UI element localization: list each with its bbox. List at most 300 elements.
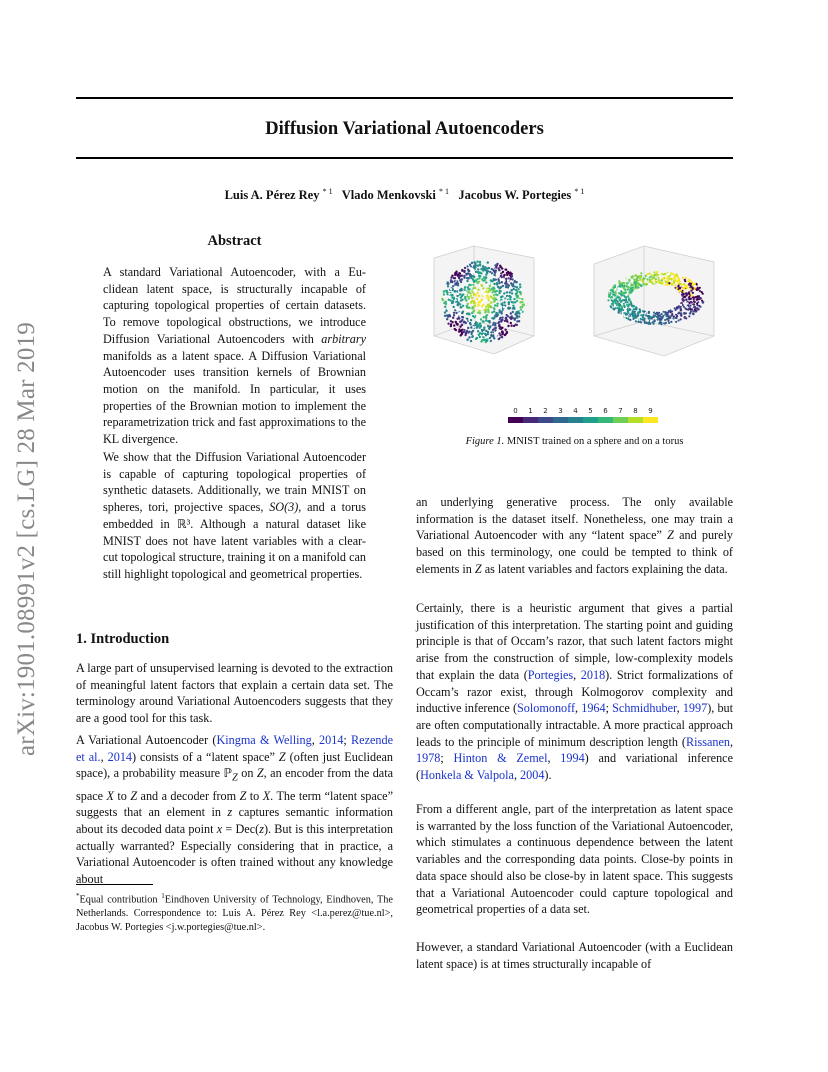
- sphere-point: [519, 296, 521, 298]
- sphere-point: [491, 274, 493, 276]
- sphere-point: [497, 276, 499, 278]
- body-text: ,: [547, 751, 561, 766]
- sphere-point: [511, 278, 513, 280]
- torus-point: [626, 285, 628, 287]
- torus-point: [682, 277, 684, 279]
- torus-point: [697, 287, 699, 289]
- torus-point: [623, 305, 625, 307]
- sphere-point: [468, 336, 470, 338]
- torus-point: [643, 318, 645, 320]
- citation-link[interactable]: Honkela & Valpola: [420, 768, 514, 783]
- sphere-point: [510, 312, 512, 314]
- torus-point: [623, 294, 625, 296]
- abstract-emphasis: arbitrary: [321, 331, 366, 346]
- sphere-point: [498, 269, 500, 271]
- sphere-point: [464, 327, 466, 329]
- sphere-point: [508, 284, 510, 286]
- sphere-point: [509, 274, 511, 276]
- footnote: [76, 890, 393, 935]
- torus-point: [639, 276, 641, 278]
- sphere-point: [485, 277, 487, 279]
- math-symbol: Z: [130, 788, 138, 803]
- sphere-point: [490, 282, 492, 284]
- sphere-point: [477, 271, 479, 273]
- abstract-text: , and a torus embedded in: [103, 500, 366, 531]
- sphere-point: [480, 318, 482, 320]
- torus-point: [648, 317, 650, 319]
- sphere-point: [491, 314, 493, 316]
- sphere-point: [505, 282, 507, 284]
- sphere-point: [516, 324, 518, 326]
- torus-point: [662, 282, 664, 284]
- torus-point: [649, 283, 651, 285]
- sphere-point: [485, 274, 487, 276]
- sphere-point: [466, 330, 468, 332]
- sphere-point: [509, 307, 511, 309]
- torus-point: [669, 309, 671, 311]
- torus-point: [625, 307, 627, 309]
- body-text: ,: [575, 701, 582, 716]
- body-text: , an encoder from the data space: [76, 766, 393, 803]
- torus-point: [687, 293, 689, 295]
- sphere-point: [477, 312, 479, 314]
- sphere-point: [477, 289, 479, 291]
- sphere-point: [475, 338, 477, 340]
- sphere-point: [478, 301, 480, 303]
- sphere-point: [471, 291, 473, 293]
- citation-link[interactable]: Solomonoff: [517, 701, 576, 716]
- sphere-point: [477, 320, 479, 322]
- sphere-point: [485, 341, 487, 343]
- citation-link[interactable]: 2018: [580, 667, 606, 682]
- torus-point: [699, 290, 701, 292]
- torus-point: [639, 281, 641, 283]
- torus-point: [637, 312, 639, 314]
- sphere-point: [515, 293, 517, 295]
- sphere-point: [516, 300, 518, 302]
- torus-point: [683, 291, 685, 293]
- sphere-point: [499, 265, 501, 267]
- sphere-point: [489, 264, 491, 266]
- sphere-point: [454, 328, 456, 330]
- citation-link[interactable]: Schmidhuber: [612, 701, 677, 716]
- sphere-point: [471, 285, 473, 287]
- sphere-point: [447, 285, 449, 287]
- torus-point: [615, 288, 617, 290]
- sphere-point: [485, 281, 487, 283]
- body-text: Certainly, there is a heuristic argument that gives a partial justification of this interpretation. The starting point and guiding principle is that of Occam’s razor, that such latent factors might arise from the construction of simple, low-complexity models that explain the data (: [416, 601, 733, 682]
- abstract-paragraph-2: [103, 449, 366, 583]
- sphere-point: [468, 288, 470, 290]
- sphere-point: [519, 286, 521, 288]
- torus-point: [671, 278, 673, 280]
- sphere-point: [461, 312, 463, 314]
- torus-point: [684, 279, 686, 281]
- torus-point: [684, 286, 686, 288]
- body-text: ;: [440, 751, 454, 766]
- torus-point: [649, 276, 651, 278]
- sphere-point: [476, 261, 478, 263]
- body-text: ). Strict formalizations of Occam’s razor exist, through Kolmogorov complexity and inductive inference (: [416, 667, 733, 716]
- torus-point: [690, 283, 692, 285]
- colorbar-swatch: [598, 417, 613, 423]
- body-text: as latent variables and factors explaining the data.: [481, 561, 728, 576]
- torus-point: [665, 284, 667, 286]
- torus-point: [620, 292, 622, 294]
- colorbar-tick-label: 4: [573, 407, 578, 415]
- torus-point: [646, 278, 648, 280]
- sphere-point: [513, 308, 515, 310]
- sphere-point: [472, 269, 474, 271]
- sphere-point: [490, 302, 492, 304]
- colorbar-swatch: [628, 417, 643, 423]
- sphere-point: [475, 290, 477, 292]
- author-affiliation-mark: * 1: [574, 187, 585, 196]
- sphere-point: [488, 328, 490, 330]
- torus-point: [642, 316, 644, 318]
- sphere-point: [460, 306, 462, 308]
- colorbar-tick-label: 7: [618, 407, 623, 415]
- sphere-point: [499, 317, 501, 319]
- torus-point: [642, 280, 644, 282]
- sphere-point: [470, 301, 472, 303]
- citation-link[interactable]: 2004: [520, 768, 545, 783]
- torus-point: [612, 291, 614, 293]
- sphere-point: [490, 331, 492, 333]
- torus-point: [611, 296, 613, 298]
- sphere-point: [473, 305, 475, 307]
- citation-link[interactable]: Portegies: [527, 667, 574, 682]
- sphere-point: [488, 293, 490, 295]
- citation-link[interactable]: 1964: [581, 701, 606, 716]
- math-symbol: ℝ³: [176, 516, 191, 531]
- citation-link[interactable]: 1994: [560, 751, 585, 766]
- torus-point: [696, 283, 698, 285]
- sphere-point: [467, 286, 469, 288]
- citation-link[interactable]: Kingma & Welling: [216, 733, 312, 747]
- colorbar-tick-label: 9: [648, 407, 653, 415]
- torus-point: [629, 313, 631, 315]
- torus-point: [670, 321, 672, 323]
- torus-point: [668, 282, 670, 284]
- torus-point: [630, 317, 632, 319]
- torus-point: [657, 274, 659, 276]
- torus-point: [691, 295, 693, 297]
- sphere-point: [454, 299, 456, 301]
- torus-point: [679, 287, 681, 289]
- colorbar-tick-label: 1: [528, 407, 533, 415]
- torus-point: [634, 308, 636, 310]
- sphere-point: [479, 275, 481, 277]
- colorbar-tick-label: 8: [633, 407, 638, 415]
- sphere-point: [477, 330, 479, 332]
- citation-link[interactable]: 1997: [682, 701, 708, 716]
- body-text: = Dec(: [222, 821, 260, 836]
- sphere-point: [449, 299, 451, 301]
- sphere-point: [443, 296, 445, 298]
- colorbar-tick-label: 2: [543, 407, 548, 415]
- sphere-point: [478, 334, 480, 336]
- sphere-point: [472, 310, 474, 312]
- torus-point: [688, 279, 690, 281]
- sphere-point: [492, 266, 494, 268]
- torus-point: [694, 301, 696, 303]
- sphere-point: [474, 264, 476, 266]
- torus-point: [689, 308, 691, 310]
- torus-point: [649, 279, 651, 281]
- sphere-point: [479, 261, 481, 263]
- sphere-point: [483, 316, 485, 318]
- sphere-point: [497, 317, 499, 319]
- sphere-point: [471, 336, 473, 338]
- sphere-point: [505, 285, 507, 287]
- torus-point: [613, 294, 615, 296]
- sphere-point: [504, 334, 506, 336]
- colorbar-swatch: [613, 417, 628, 423]
- footnote-rule: [76, 884, 153, 885]
- sphere-point: [464, 296, 466, 298]
- sphere-point: [498, 321, 500, 323]
- torus-point: [683, 296, 685, 298]
- torus-point: [661, 279, 663, 281]
- body-text: ;: [605, 701, 613, 716]
- sphere-point: [486, 295, 488, 297]
- sphere-point: [479, 323, 481, 325]
- sphere-point: [458, 330, 460, 332]
- sphere-point: [492, 329, 494, 331]
- sphere-point: [508, 301, 510, 303]
- abstract-text: We show that the Diffusion Variational Autoencoder is capable of capturing topological properties of synthetic datasets. Additionally, we train MNIST on spheres, tori, projective spaces,: [103, 450, 366, 515]
- sphere-point: [494, 304, 496, 306]
- sphere-point: [444, 306, 446, 308]
- abstract-paragraph-1: [103, 264, 366, 448]
- sphere-point: [478, 298, 480, 300]
- torus-point: [688, 280, 690, 282]
- torus-point: [615, 299, 617, 301]
- sphere-point: [493, 307, 495, 309]
- body-text: ,: [573, 667, 581, 682]
- torus-point: [694, 309, 696, 311]
- citation-link[interactable]: Rezende et al.: [76, 733, 394, 764]
- sphere-point: [516, 320, 518, 322]
- sphere-point: [484, 333, 486, 335]
- sphere-point: [497, 272, 499, 274]
- torus-point: [623, 292, 625, 294]
- sphere-point: [507, 279, 509, 281]
- colorbar-swatch: [583, 417, 598, 423]
- sphere-point: [461, 299, 463, 301]
- torus-point: [677, 312, 679, 314]
- torus-point: [644, 283, 646, 285]
- math-symbol: SO(3): [269, 500, 299, 515]
- torus-point: [690, 311, 692, 313]
- torus-point: [618, 303, 620, 305]
- sphere-point: [460, 281, 462, 283]
- sphere-point: [470, 271, 472, 273]
- sphere-point: [503, 274, 505, 276]
- body-text: and purely based on this terminology, one could be tempted to think of elements in: [416, 528, 733, 576]
- sphere-point: [489, 337, 491, 339]
- body-text: to: [246, 788, 263, 803]
- sphere-point: [453, 314, 455, 316]
- torus-point: [614, 284, 616, 286]
- sphere-point: [447, 301, 449, 303]
- sphere-point: [514, 281, 516, 283]
- sphere-point: [470, 274, 472, 276]
- sphere-point: [499, 287, 501, 289]
- sphere-point: [443, 291, 445, 293]
- body-text: captures semantic information about its decoded data point: [76, 805, 393, 836]
- torus-point: [623, 285, 625, 287]
- sphere-point: [483, 290, 485, 292]
- sphere-point: [519, 283, 521, 285]
- torus-point: [677, 275, 679, 277]
- sphere-point: [460, 330, 462, 332]
- sphere-point: [505, 317, 507, 319]
- torus-point: [636, 315, 638, 317]
- torus-point: [671, 282, 673, 284]
- torus-point: [676, 287, 678, 289]
- torus-point: [668, 322, 670, 324]
- torus-point: [628, 283, 630, 285]
- sphere-point: [499, 334, 501, 336]
- torus-point: [621, 294, 623, 296]
- torus-point: [624, 315, 626, 317]
- torus-point: [693, 306, 695, 308]
- torus-point: [631, 280, 633, 282]
- torus-point: [618, 298, 620, 300]
- math-symbol: z: [259, 821, 264, 836]
- author-name: Vlado Menkovski: [341, 188, 436, 203]
- torus-point: [651, 274, 653, 276]
- sphere-point: [451, 301, 453, 303]
- sphere-point: [465, 273, 467, 275]
- torus-point: [663, 313, 665, 315]
- sphere-point: [482, 320, 484, 322]
- sphere-point: [481, 278, 483, 280]
- sphere-point: [499, 309, 501, 311]
- torus-point: [626, 315, 628, 317]
- torus-point: [623, 303, 625, 305]
- sphere-point: [503, 301, 505, 303]
- sphere-point: [476, 327, 478, 329]
- torus-point: [674, 274, 676, 276]
- title-top-rule: [76, 97, 733, 99]
- sphere-point: [446, 283, 448, 285]
- sphere-point: [448, 293, 450, 295]
- sphere-point: [477, 268, 479, 270]
- sphere-point: [462, 305, 464, 307]
- colorbar-legend: [508, 407, 658, 423]
- torus-point: [667, 276, 669, 278]
- torus-point: [697, 301, 699, 303]
- sphere-point: [469, 322, 471, 324]
- torus-point: [628, 297, 630, 299]
- sphere-point: [466, 280, 468, 282]
- sphere-point: [496, 294, 498, 296]
- torus-point: [675, 312, 677, 314]
- sphere-point: [509, 291, 511, 293]
- sphere-point: [463, 271, 465, 273]
- torus-point: [615, 301, 617, 303]
- citation-link[interactable]: Hinton & Zemel: [453, 751, 548, 766]
- author-affiliation-mark: * 1: [439, 187, 450, 196]
- sphere-point: [499, 290, 501, 292]
- col2-paragraph-4: However, a standard Variational Autoencoder (with a Euclidean latent space) is at times structurally incapable of: [416, 940, 733, 971]
- sphere-point: [498, 282, 500, 284]
- torus-point: [608, 294, 610, 296]
- torus-point: [681, 284, 683, 286]
- torus-point: [680, 314, 682, 316]
- author-name: Jacobus W. Portegies: [458, 188, 572, 203]
- torus-point: [634, 281, 636, 283]
- torus-point: [639, 279, 641, 281]
- sphere-point: [454, 277, 456, 279]
- sphere-point: [498, 324, 500, 326]
- body-text: . The term “latent space” suggests that an element in: [76, 788, 393, 820]
- torus-point: [683, 293, 685, 295]
- citation-link[interactable]: 2014: [319, 733, 344, 747]
- torus-point: [624, 278, 626, 280]
- torus-point: [692, 313, 694, 315]
- sphere-point: [464, 286, 466, 288]
- sphere-point: [510, 322, 512, 324]
- sphere-point: [491, 287, 493, 289]
- citation-link[interactable]: Rissanen: [685, 734, 730, 749]
- body-text: ,: [513, 768, 521, 783]
- sphere-point: [468, 291, 470, 293]
- sphere-point: [455, 312, 457, 314]
- sphere-point: [453, 306, 455, 308]
- sphere-point: [464, 319, 466, 321]
- torus-point: [676, 307, 678, 309]
- sphere-point: [497, 278, 499, 280]
- sphere-point: [472, 315, 474, 317]
- torus-point: [634, 314, 636, 316]
- torus-point: [683, 306, 685, 308]
- sphere-point: [512, 301, 514, 303]
- body-text: ,: [676, 701, 683, 716]
- torus-point: [607, 299, 609, 301]
- sphere-point: [451, 313, 453, 315]
- sphere-point: [490, 340, 492, 342]
- body-text: ) and variational inference (: [416, 751, 733, 783]
- sphere-point: [480, 284, 482, 286]
- torus-point: [683, 317, 685, 319]
- torus-point: [640, 314, 642, 316]
- sphere-point: [452, 317, 454, 319]
- torus-point: [667, 280, 669, 282]
- citation-link[interactable]: 2014: [107, 749, 132, 764]
- sphere-point: [457, 293, 459, 295]
- sphere-point: [494, 324, 496, 326]
- torus-point: [635, 320, 637, 322]
- sphere-point: [472, 326, 474, 328]
- citation-link[interactable]: 1978: [416, 751, 441, 766]
- sphere-point: [468, 331, 470, 333]
- sphere-point: [479, 327, 481, 329]
- sphere-point: [510, 318, 512, 320]
- sphere-point: [506, 331, 508, 333]
- sphere-point: [504, 329, 506, 331]
- torus-point: [634, 315, 636, 317]
- torus-point: [690, 280, 692, 282]
- torus-point: [684, 307, 686, 309]
- torus-point: [627, 293, 629, 295]
- torus-point: [665, 322, 667, 324]
- body-text: ,: [729, 734, 733, 749]
- torus-point: [655, 275, 657, 277]
